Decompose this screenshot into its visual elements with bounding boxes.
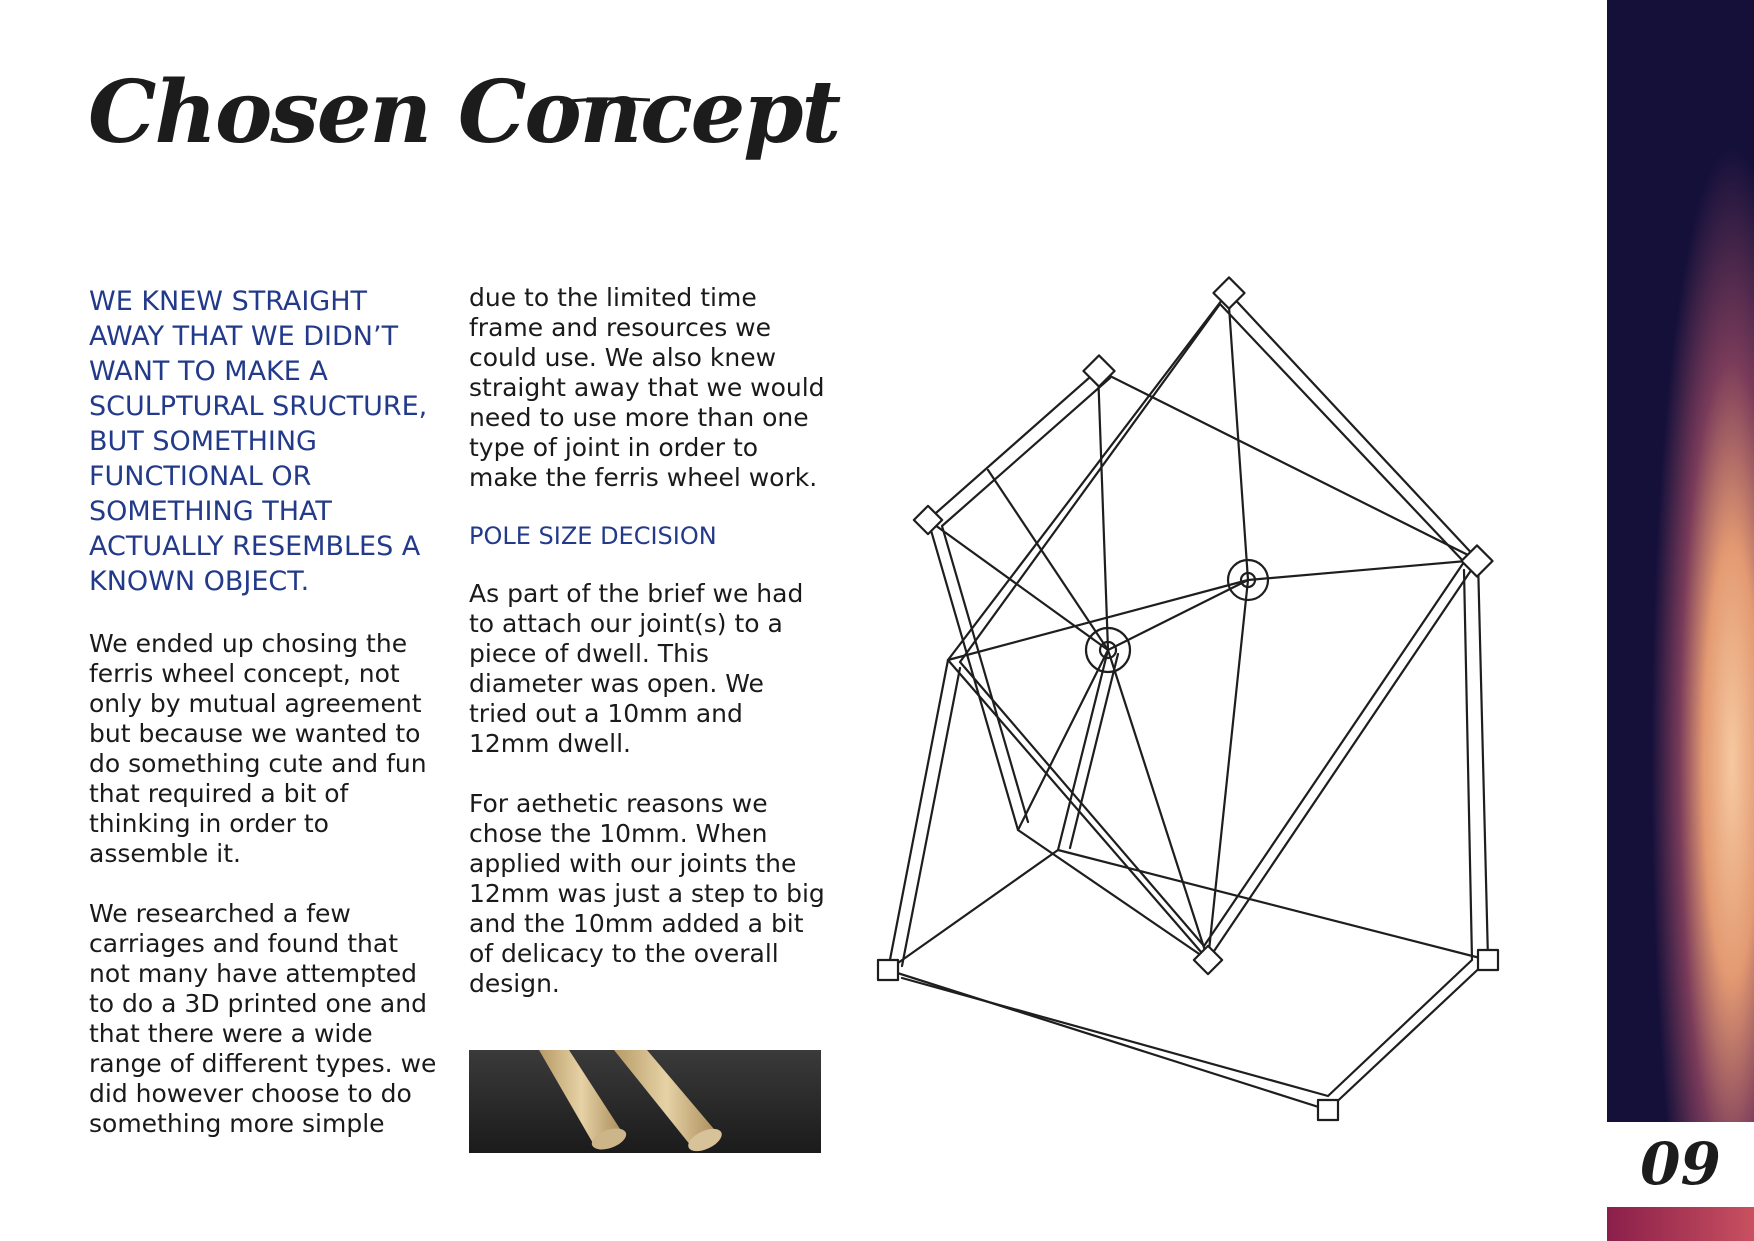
aesthetic-paragraph: For aethetic reasons we chose the 10mm. When applied with our joints the 12mm was just a step to big and the 10mm added a bit of delicacy to the overall design. bbox=[469, 789, 825, 998]
text-column-middle bbox=[469, 283, 829, 999]
lead-statement: WE KNEW STRAIGHT AWAY THAT WE DIDN’T WANT TO MAKE A SCULPTURAL SRUCTURE, BUT SOMETHING FUNCTIONAL OR SOMETHING THAT ACTUALLY RESEMBLES A KNOWN OBJECT. bbox=[89, 286, 428, 597]
bokeh-side-panel bbox=[1607, 0, 1754, 1122]
concept-paragraph: We ended up chosing the ferris wheel concept, not only by mutual agreement but because we wanted to do something cute and fun that required a bit of thinking in order to assemble it. bbox=[89, 629, 427, 868]
title-swash-decoration bbox=[560, 96, 650, 106]
research-paragraph: We researched a few carriages and found that not many have attempted to do a 3D printed one and that there were a wide range of different types. we did however choose to do something more simple bbox=[89, 899, 437, 1138]
brief-paragraph: As part of the brief we had to attach our joint(s) to a piece of dwell. This diameter was open. We tried out a 10mm and 12mm dwell. bbox=[469, 579, 804, 758]
page-number: 09 bbox=[1640, 1130, 1721, 1198]
page-title: Chosen Concept bbox=[88, 62, 840, 163]
text-column-left bbox=[89, 284, 445, 1139]
ferris-wheel-sketch bbox=[858, 270, 1518, 1130]
side-panel-strip bbox=[1607, 1207, 1754, 1241]
pole-size-heading: POLE SIZE DECISION bbox=[469, 522, 717, 550]
dowel-photo bbox=[469, 1050, 821, 1153]
constraints-paragraph: due to the limited time frame and resources we could use. We also knew straight away that we would need to use more than one type of joint in order to make the ferris wheel work. bbox=[469, 283, 825, 492]
